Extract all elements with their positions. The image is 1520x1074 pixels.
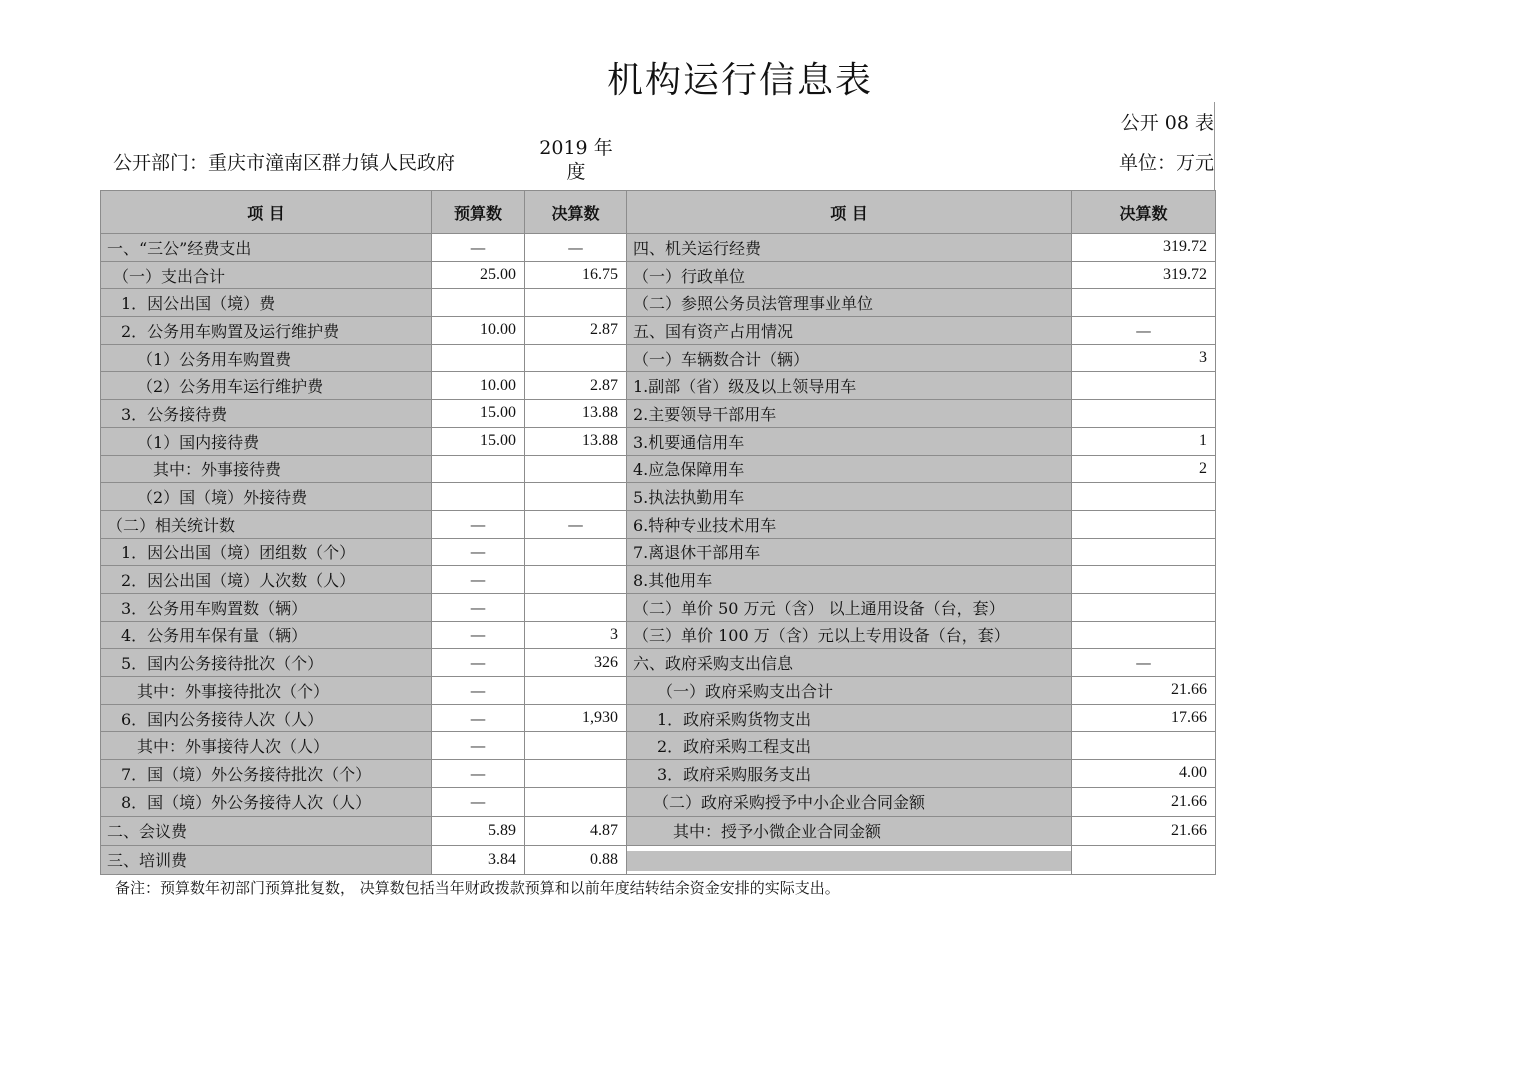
budget-value (432, 455, 525, 483)
left-item: 其中：外事接待批次（个） (101, 677, 432, 705)
right-item: 4.应急保障用车 (627, 455, 1072, 483)
right-value: — (1072, 649, 1216, 677)
left-item: （1）公务用车购置费 (101, 344, 432, 372)
right-value (1072, 732, 1216, 760)
budget-value: — (432, 593, 525, 621)
budget-value: — (432, 787, 525, 816)
left-item: 4．公务用车保有量（辆） (101, 621, 432, 649)
table-row (101, 760, 1216, 788)
empty-gray-block (627, 851, 1071, 871)
table-row (101, 317, 1216, 345)
final-value (525, 566, 627, 594)
table-row (101, 816, 1216, 845)
table-row (101, 677, 1216, 705)
final-value (525, 677, 627, 705)
left-item: 1．因公出国（境）团组数（个） (101, 538, 432, 566)
right-item: 3.机要通信用车 (627, 427, 1072, 455)
table-row (101, 787, 1216, 816)
table-row (101, 372, 1216, 400)
table-row (101, 845, 1216, 874)
budget-value: — (432, 649, 525, 677)
right-value (1072, 372, 1216, 400)
left-item: 3．公务用车购置数（辆） (101, 593, 432, 621)
budget-value: — (432, 538, 525, 566)
budget-value (432, 289, 525, 317)
right-value (1072, 400, 1216, 428)
col-header-final-right: 决算数 (1072, 191, 1216, 234)
budget-value: 15.00 (432, 427, 525, 455)
table-row (101, 289, 1216, 317)
budget-value: 3.84 (432, 845, 525, 874)
info-table (100, 190, 1216, 875)
final-value: 16.75 (525, 261, 627, 289)
table-row (101, 566, 1216, 594)
final-value: 4.87 (525, 816, 627, 845)
left-item: 6．国内公务接待人次（人） (101, 704, 432, 732)
table-row (101, 510, 1216, 538)
budget-value: 5.89 (432, 816, 525, 845)
table-row (101, 455, 1216, 483)
budget-value: — (432, 621, 525, 649)
final-value (525, 483, 627, 511)
right-value: 17.66 (1072, 704, 1216, 732)
final-value: 3 (525, 621, 627, 649)
right-item: （二）政府采购授予中小企业合同金额 (627, 787, 1072, 816)
right-value: 1 (1072, 427, 1216, 455)
right-item: 五、国有资产占用情况 (627, 317, 1072, 345)
right-item: 8.其他用车 (627, 566, 1072, 594)
left-item: 其中：外事接待人次（人） (101, 732, 432, 760)
right-value: — (1072, 317, 1216, 345)
final-value (525, 344, 627, 372)
final-value (525, 289, 627, 317)
budget-value: 15.00 (432, 400, 525, 428)
right-item: 四、机关运行经费 (627, 234, 1072, 262)
budget-value: — (432, 566, 525, 594)
left-item: 7．国（境）外公务接待批次（个） (101, 760, 432, 788)
right-value: 21.66 (1072, 816, 1216, 845)
right-item: （二）单价 50 万元（含） 以上通用设备（台，套） (627, 593, 1072, 621)
col-header-final: 决算数 (525, 191, 627, 234)
budget-value: — (432, 732, 525, 760)
final-value: 1,930 (525, 704, 627, 732)
col-header-budget: 预算数 (432, 191, 525, 234)
col-header-item-right: 项 目 (627, 191, 1072, 234)
right-item: 5.执法执勤用车 (627, 483, 1072, 511)
right-value (1072, 566, 1216, 594)
table-row (101, 261, 1216, 289)
budget-value (432, 483, 525, 511)
right-item: （二）参照公务员法管理事业单位 (627, 289, 1072, 317)
table-row (101, 704, 1216, 732)
final-value (525, 538, 627, 566)
table-row (101, 427, 1216, 455)
table-row (101, 732, 1216, 760)
right-item: 6.特种专业技术用车 (627, 510, 1072, 538)
table-row (101, 593, 1216, 621)
right-item: （三）单价 100 万（含）元以上专用设备（台，套） (627, 621, 1072, 649)
right-value: 21.66 (1072, 787, 1216, 816)
left-item: 三、培训费 (101, 845, 432, 874)
final-value: 13.88 (525, 427, 627, 455)
budget-value: 10.00 (432, 317, 525, 345)
right-item: 7.离退休干部用车 (627, 538, 1072, 566)
left-item: （一）支出合计 (101, 261, 432, 289)
left-item: 3．公务接待费 (101, 400, 432, 428)
right-value: 319.72 (1072, 234, 1216, 262)
right-item: 2．政府采购工程支出 (627, 732, 1072, 760)
right-value (1072, 483, 1216, 511)
final-value (525, 760, 627, 788)
table-row (101, 538, 1216, 566)
budget-value: — (432, 234, 525, 262)
budget-value (432, 344, 525, 372)
right-value: 21.66 (1072, 677, 1216, 705)
left-item: （二）相关统计数 (101, 510, 432, 538)
right-item: 1．政府采购货物支出 (627, 704, 1072, 732)
right-value: 2 (1072, 455, 1216, 483)
budget-value: — (432, 677, 525, 705)
right-item (627, 845, 1072, 874)
final-value: 2.87 (525, 372, 627, 400)
table-row (101, 621, 1216, 649)
final-value: 2.87 (525, 317, 627, 345)
right-item: 其中：授予小微企业合同金额 (627, 816, 1072, 845)
unit-label: 单位：万元 (1118, 152, 1214, 174)
table-row (101, 400, 1216, 428)
department-label: 公开部门：重庆市潼南区群力镇人民政府 (113, 152, 456, 174)
budget-value: — (432, 510, 525, 538)
right-value (1072, 538, 1216, 566)
table-row (101, 344, 1216, 372)
right-item: （一）政府采购支出合计 (627, 677, 1072, 705)
budget-value: 25.00 (432, 261, 525, 289)
final-value: 13.88 (525, 400, 627, 428)
left-item: 1．因公出国（境）费 (101, 289, 432, 317)
right-item: （一）行政单位 (627, 261, 1072, 289)
final-value (525, 455, 627, 483)
left-item: （2）公务用车运行维护费 (101, 372, 432, 400)
header-divider (1214, 102, 1215, 190)
right-value: 3 (1072, 344, 1216, 372)
final-value: 326 (525, 649, 627, 677)
budget-value: 10.00 (432, 372, 525, 400)
left-item: 其中：外事接待费 (101, 455, 432, 483)
budget-value: — (432, 704, 525, 732)
left-item: 2．公务用车购置及运行维护费 (101, 317, 432, 345)
right-value (1072, 845, 1216, 874)
final-value (525, 593, 627, 621)
right-value: 319.72 (1072, 261, 1216, 289)
left-item: 2．因公出国（境）人次数（人） (101, 566, 432, 594)
fiscal-year: 2019 年度 (539, 137, 613, 183)
right-item: 六、政府采购支出信息 (627, 649, 1072, 677)
table-row (101, 649, 1216, 677)
final-value: — (525, 510, 627, 538)
budget-value: — (432, 760, 525, 788)
col-header-item-left: 项 目 (101, 191, 432, 234)
right-value (1072, 289, 1216, 317)
final-value (525, 787, 627, 816)
right-item: （一）车辆数合计（辆） (627, 344, 1072, 372)
left-item: （1）国内接待费 (101, 427, 432, 455)
left-item: 8．国（境）外公务接待人次（人） (101, 787, 432, 816)
final-value: 0.88 (525, 845, 627, 874)
left-item: （2）国（境）外接待费 (101, 483, 432, 511)
final-value (525, 732, 627, 760)
left-item: 二、会议费 (101, 816, 432, 845)
table-row (101, 483, 1216, 511)
table-row (101, 234, 1216, 262)
right-value (1072, 593, 1216, 621)
left-item: 一、“三公”经费支出 (101, 234, 432, 262)
left-item: 5．国内公务接待批次（个） (101, 649, 432, 677)
table-header-row (101, 191, 1216, 234)
right-value (1072, 510, 1216, 538)
final-value: — (525, 234, 627, 262)
form-number: 公开 08 表 (1120, 112, 1214, 134)
right-item: 1.副部（省）级及以上领导用车 (627, 372, 1072, 400)
page-title: 机构运行信息表 (606, 60, 873, 101)
right-item: 2.主要领导干部用车 (627, 400, 1072, 428)
right-value (1072, 621, 1216, 649)
footnote: 备注：预算数年初部门预算批复数， 决算数包括当年财政拨款预算和以前年度结转结余资金安排的实际支出。 (115, 879, 840, 897)
right-item: 3．政府采购服务支出 (627, 760, 1072, 788)
right-value: 4.00 (1072, 760, 1216, 788)
